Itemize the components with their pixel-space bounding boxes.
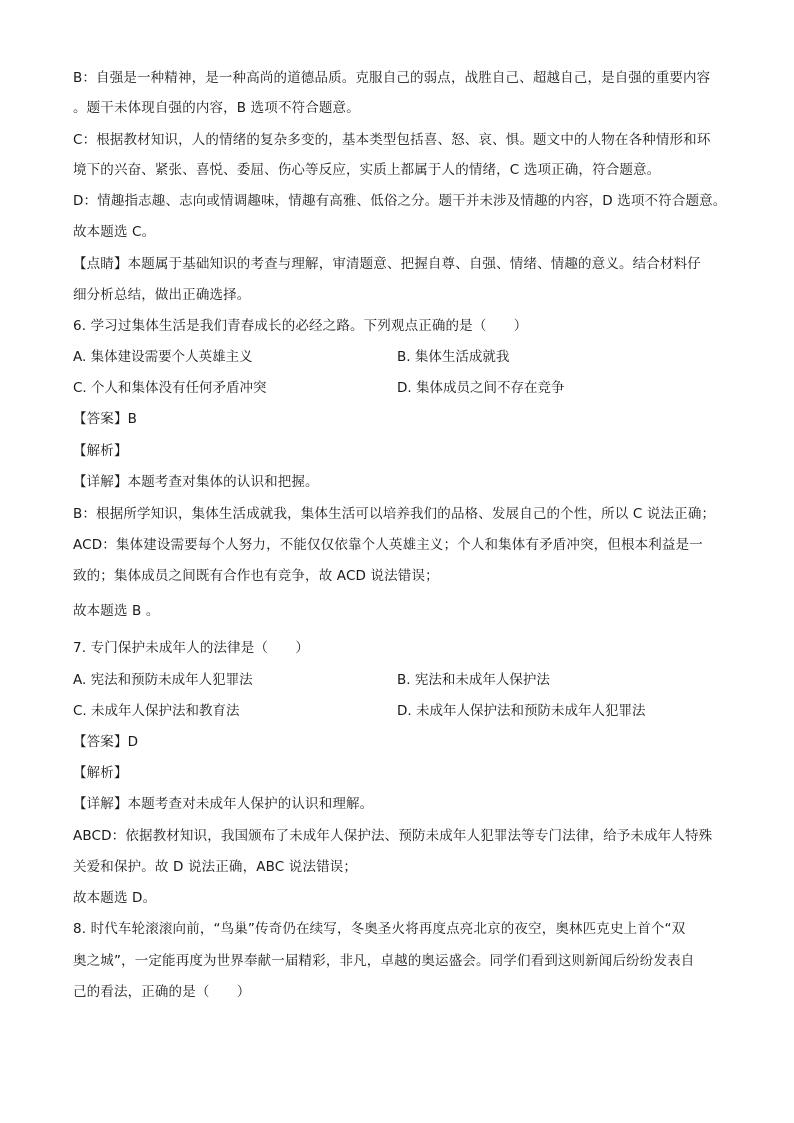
- q6-detail: 【详解】本题考查对集体的认识和把握。: [73, 474, 319, 490]
- conclusion-prev: 故本题选 C。: [73, 224, 156, 240]
- q7-option-c: C. 未成年人保护法和教育法: [73, 703, 240, 719]
- tip-line-1: 【点睛】本题属于基础知识的考查与理解，审清题意、把握自尊、自强、情绪、情趣的意义。结合材料仔: [73, 256, 701, 272]
- q7-explanation-line-2: 关爱和保护。故 D 说法正确，ABC 说法错误；: [73, 859, 358, 875]
- q6-answer: 【答案】B: [73, 411, 138, 427]
- explanation-c-line-2: 境下的兴奋、紧张、喜悦、委屈、伤心等反应，实质上都属于人的情绪，C 选项正确，符合题意。: [73, 162, 661, 178]
- q7-explanation-line-1: ABCD：依据教材知识，我国颁布了未成年人保护法、预防未成年人犯罪法等专门法律，给予未成年人特殊: [73, 828, 713, 844]
- explanation-c-line-1: C：根据教材知识，人的情绪的复杂多变的，基本类型包括喜、怒、哀、惧。题文中的人物在各种情形和环: [73, 132, 711, 148]
- q7-option-d: D. 未成年人保护法和预防未成年人犯罪法: [397, 703, 646, 719]
- q7-answer: 【答案】D: [73, 734, 139, 750]
- q6-explanation-line-2: ACD：集体建设需要每个人努力，不能仅仅依靠个人英雄主义；个人和集体有矛盾冲突，但根本利益是一: [73, 537, 703, 553]
- q7-option-b: B. 宪法和未成年人保护法: [397, 672, 550, 688]
- tip-line-2: 细分析总结，做出正确选择。: [73, 287, 251, 303]
- q6-analysis-heading: 【解析】: [73, 443, 128, 459]
- q7-option-a: A. 宪法和预防未成年人犯罪法: [73, 672, 253, 688]
- explanation-b-line-1: B：自强是一种精神，是一种高尚的道德品质。克服自己的弱点，战胜自己、超越自己，是自强的重要内容: [73, 70, 711, 86]
- q7-detail: 【详解】本题考查对未成年人保护的认识和理解。: [73, 796, 374, 812]
- q6-option-d: D. 集体成员之间不存在竞争: [397, 380, 565, 396]
- q6-option-c: C. 个人和集体没有任何矛盾冲突: [73, 380, 267, 396]
- q6-stem: 6. 学习过集体生活是我们青春成长的必经之路。下列观点正确的是（ ）: [73, 318, 528, 334]
- q8-stem-line-1: 8. 时代车轮滚滚向前，“鸟巢”传奇仍在续写，冬奥圣火将再度点亮北京的夜空，奥林匹克史上首个“双: [73, 921, 686, 937]
- explanation-b-line-2: 。题干未体现自强的内容，B 选项不符合题意。: [73, 100, 360, 116]
- explanation-d-line-1: D：情趣指志趣、志向或情调趣味，情趣有高雅、低俗之分。题干并未涉及情趣的内容，D 选项不符合题意。: [73, 193, 727, 209]
- q6-option-b: B. 集体生活成就我: [397, 349, 510, 365]
- q6-explanation-line-1: B：根据所学知识，集体生活成就我，集体生活可以培养我们的品格、发展自己的个性，所以 C 说法正确；: [73, 506, 716, 522]
- q7-stem: 7. 专门保护未成年人的法律是（ ）: [73, 640, 310, 656]
- q6-option-a: A. 集体建设需要个人英雄主义: [73, 349, 253, 365]
- q7-conclusion: 故本题选 D。: [73, 890, 157, 906]
- q8-stem-line-3: 己的看法，正确的是（ ）: [73, 984, 251, 1000]
- q6-explanation-line-3: 致的；集体成员之间既有合作也有竞争，故 ACD 说法错误；: [73, 568, 439, 584]
- q6-conclusion: 故本题选 B 。: [73, 603, 160, 619]
- q8-stem-line-2: 奥之城”，一定能再度为世界奉献一届精彩，非凡，卓越的奥运盛会。同学们看到这则新闻后纷纷发表自: [73, 953, 695, 969]
- q7-analysis-heading: 【解析】: [73, 765, 128, 781]
